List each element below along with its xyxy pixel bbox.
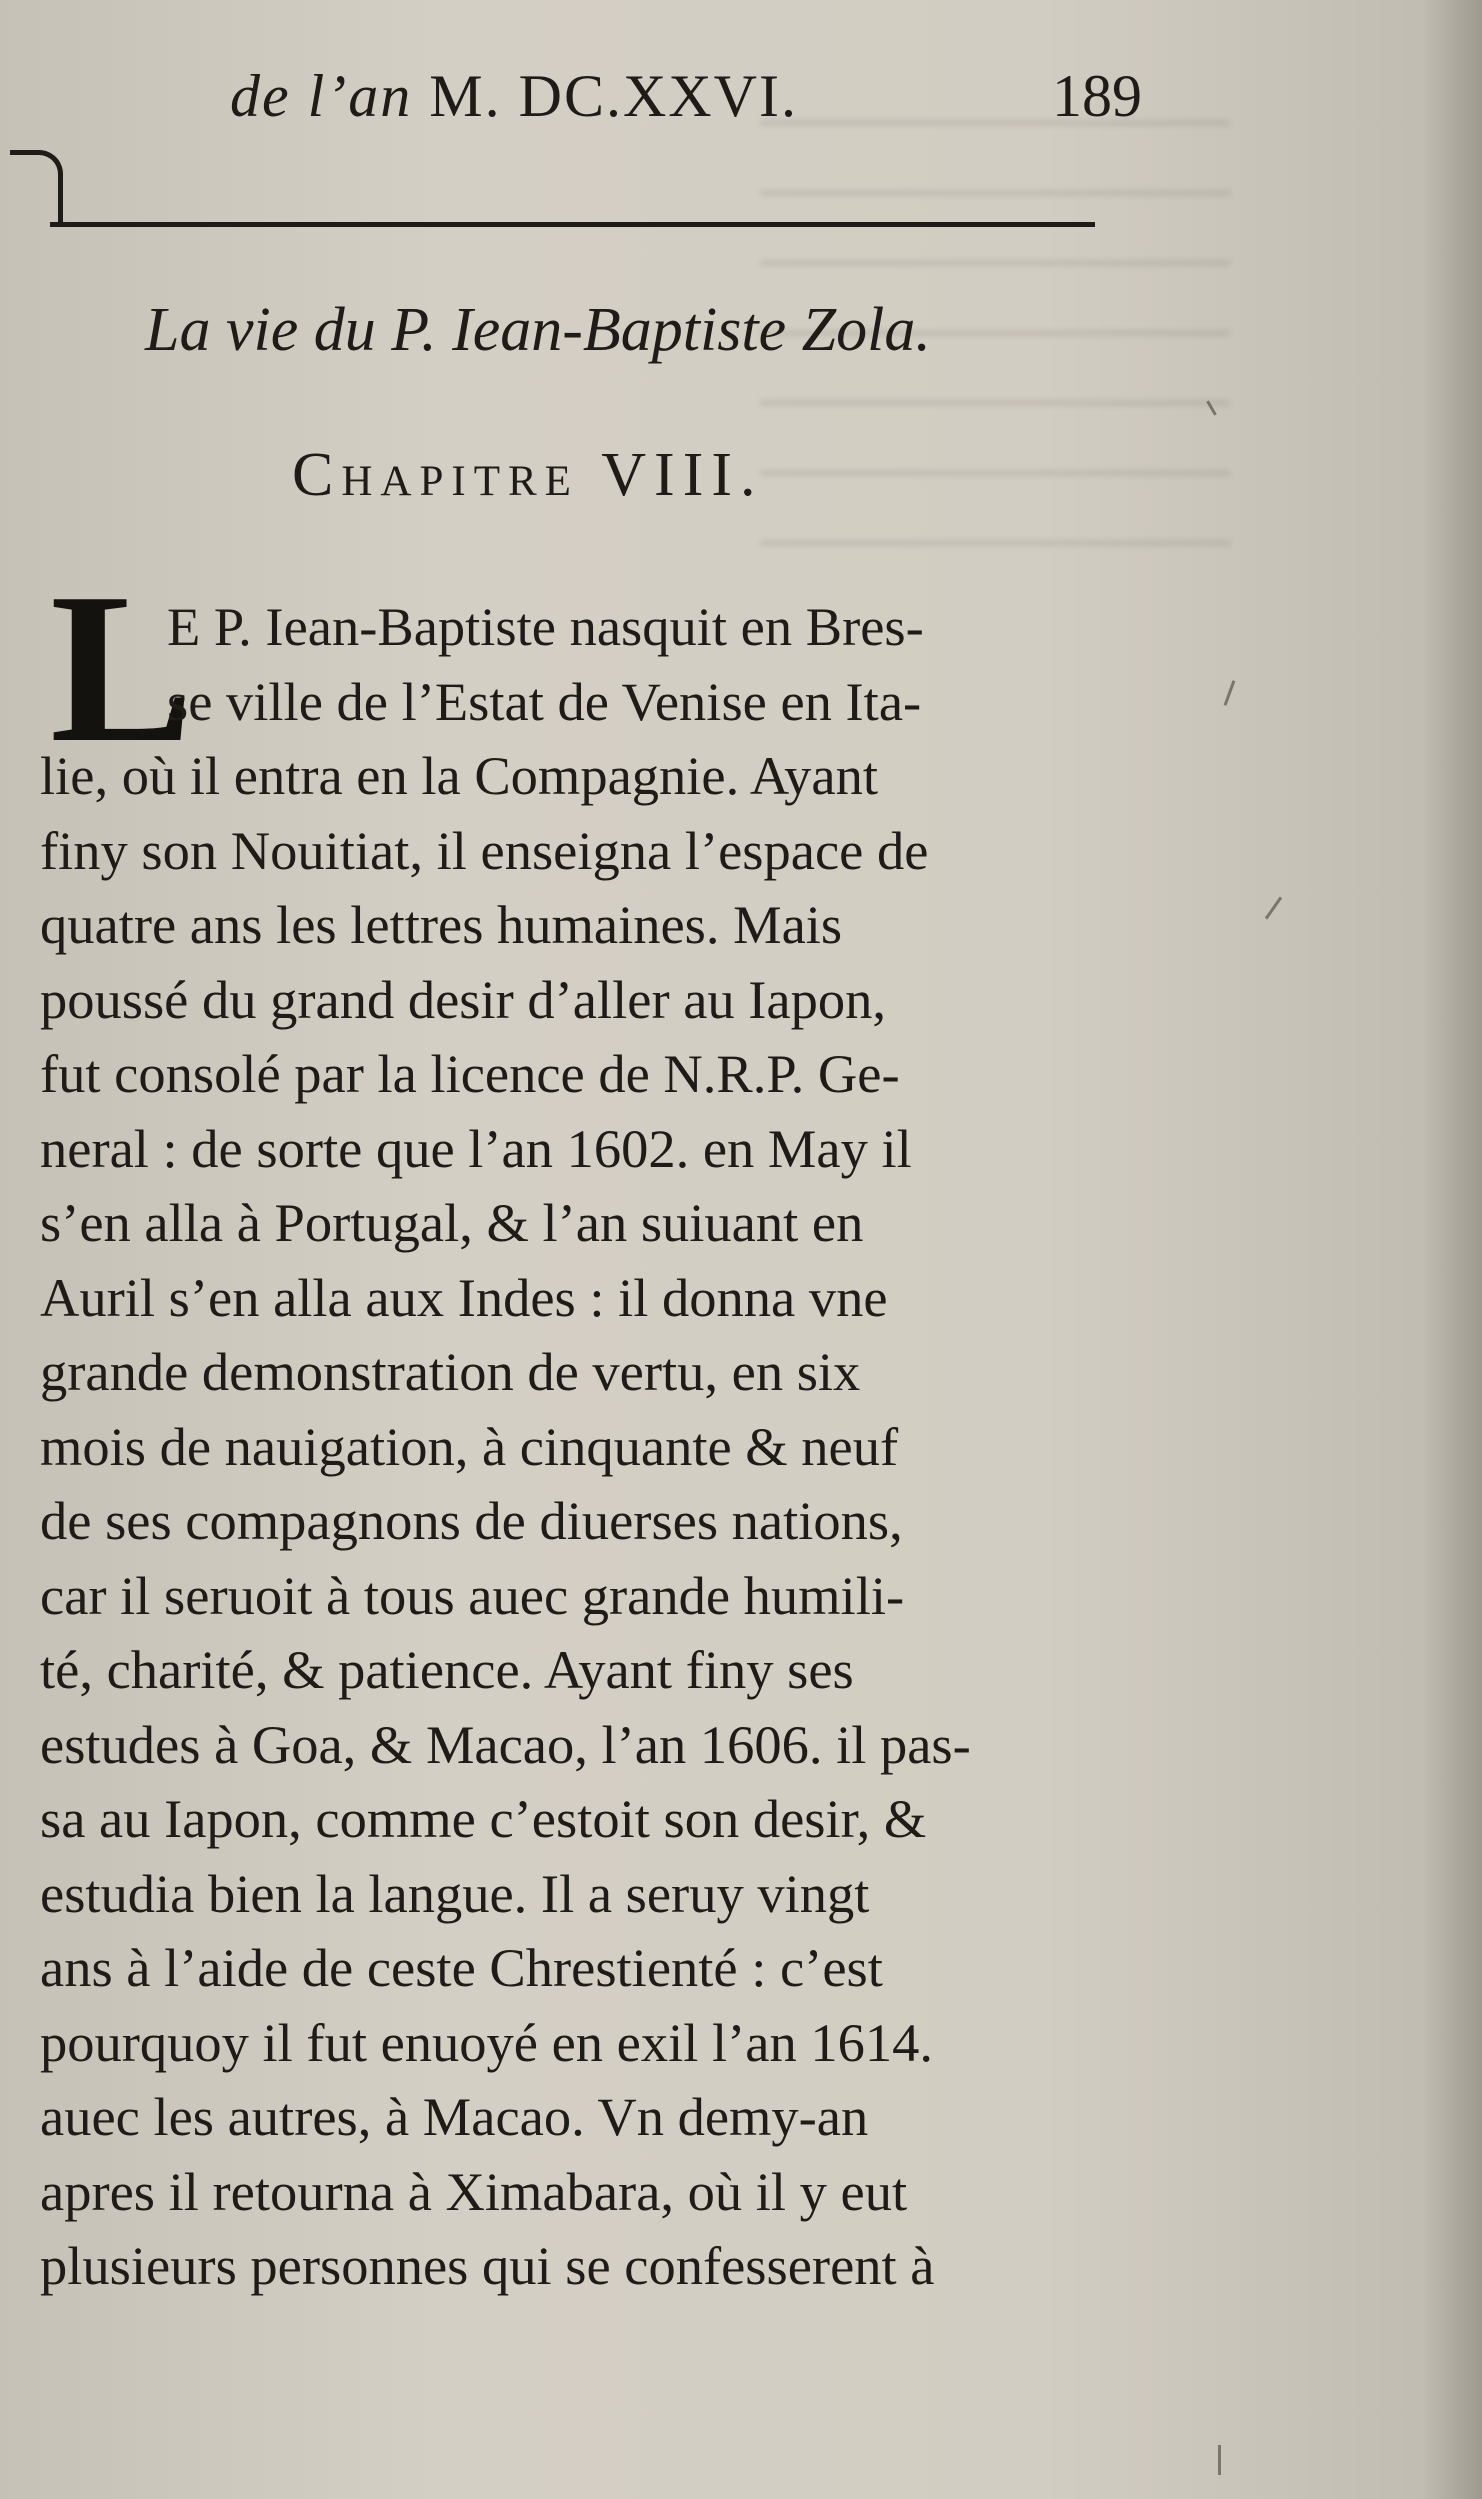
text-line: apres il retourna à Ximabara, où il y eut [40, 2160, 908, 2222]
text-line: neral : de sorte que l’an 1602. en May il [40, 1117, 912, 1179]
text-line: lie, où il entra en la Compagnie. Ayant [40, 745, 879, 806]
text-line: sa au Iapon, comme c’estoit son desir, & [40, 1788, 927, 1849]
text-line: pourquoy il fut enuoyé en exil l’an 1614. [40, 2011, 933, 2073]
text-line: Auril s’en alla aux Indes : il donna vne [40, 1266, 888, 1328]
chapter-heading: Chapitre VIII. [292, 441, 764, 509]
text-line: finy son Nouitiat, il enseigna l’espace de [40, 819, 929, 881]
text-line: plusieurs personnes qui se confesserent à [40, 2235, 935, 2296]
header-rule [50, 222, 1095, 227]
text-line: estudia bien la langue. Il a seruy vingt [40, 1862, 870, 1924]
text-line: car il seruoit à tous auec grande humili- [40, 1564, 905, 1626]
margin-mark [1218, 2445, 1221, 2475]
life-title: La vie du P. Iean-Baptiste Zola. [145, 296, 931, 364]
page-number: 189 [1052, 63, 1142, 129]
text-line: estudes à Goa, & Macao, l’an 1606. il pas- [40, 1713, 971, 1775]
text-line: quatre ans les lettres humaines. Mais [40, 894, 843, 955]
text-line: ans à l’aide de ceste Chrestienté : c’est [40, 1937, 883, 1998]
text-line: grande demonstration de vertu, en six [40, 1341, 861, 1402]
running-head [230, 62, 798, 131]
text-line: E P. Iean-Baptiste nasquit en Bres- [167, 596, 924, 657]
text-line: auec les autres, à Macao. Vn demy-an [40, 2086, 869, 2147]
text-line: s’en alla à Portugal, & l’an suiuant en [40, 1192, 864, 1253]
body-text [40, 590, 1180, 2304]
running-head-prefix: de l’an [230, 63, 413, 129]
text-line: de ses compagnons de diuerses nations, [40, 1490, 903, 1551]
text-line: poussé du grand desir d’aller au Iapon, [40, 968, 887, 1030]
text-line: té, charité, & patience. Ayant finy ses [40, 1639, 854, 1700]
rule-ornament [10, 150, 63, 225]
text-line: mois de nauigation, à cinquante & neuf [40, 1415, 899, 1477]
margin-mark [1265, 896, 1282, 919]
drop-cap: L [50, 548, 194, 787]
text-line: se ville de l’Estat de Venise en Ita- [167, 670, 922, 732]
text-line: fut consolé par la licence de N.R.P. Ge- [40, 1043, 900, 1104]
spine-shadow [1422, 0, 1482, 2499]
running-head-year: M. DC.XXVI. [429, 63, 798, 129]
margin-mark [1224, 680, 1236, 705]
